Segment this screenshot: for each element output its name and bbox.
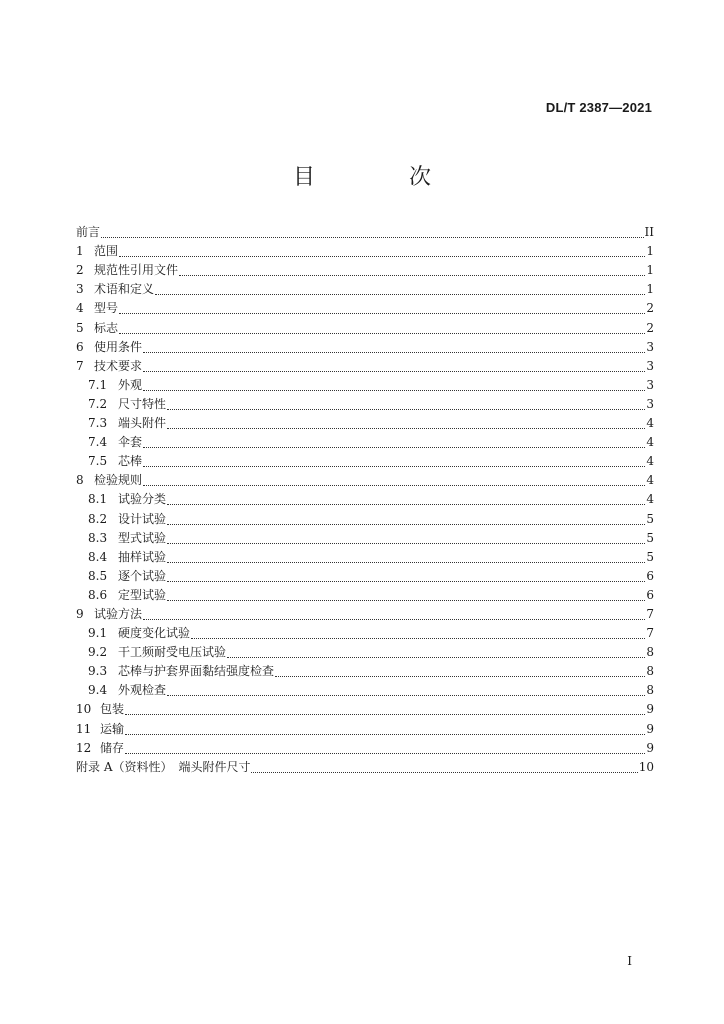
toc-entry-page: 4 [646,492,654,507]
toc-entry-label: 试验方法 [94,606,143,621]
toc-entry[interactable] [76,280,654,299]
toc-entry-label: 规范性引用文件 [94,263,179,278]
toc-entry-number: 7.1 [88,377,108,392]
toc-entry-label: 试验分类 [118,492,167,507]
toc-entry-number: 9.2 [88,645,108,660]
toc-leader-dots [155,293,645,295]
toc-entry-page: 3 [646,396,654,411]
toc-entry-page: 1 [646,263,654,278]
toc-leader-dots [191,637,645,639]
toc-entry[interactable] [76,529,654,548]
toc-leader-dots [119,312,645,314]
toc-leader-dots [167,694,645,696]
toc-entry[interactable] [76,261,654,280]
toc-entry[interactable] [76,739,654,758]
document-code: DL/T 2387—2021 [545,100,652,115]
toc-leader-dots [119,332,645,334]
toc-entry[interactable] [76,567,654,586]
toc-entry-number: 8.4 [88,549,108,564]
toc-leader-dots [125,713,645,715]
toc-entry-number: 9.3 [88,664,108,679]
toc-entry-number: 8.2 [88,511,108,526]
toc-entry-number: 9 [76,606,84,621]
toc-entry-page: 4 [646,454,654,469]
toc-entry-label: 范围 [94,244,119,259]
toc-entry-page: 8 [646,683,654,698]
toc-leader-dots [167,523,645,525]
toc-leader-dots [101,236,644,238]
toc-entry-label: 附录 A（资料性） 端头附件尺寸 [76,759,251,774]
toc-entry[interactable] [76,490,654,509]
table-of-contents [76,223,654,777]
toc-entry-number: 7.3 [88,416,108,431]
toc-entry-label: 前言 [76,225,101,240]
toc-entry-page: 5 [646,549,654,564]
toc-entry-label: 技术要求 [94,358,143,373]
toc-title: 目 次 [292,165,467,190]
toc-entry[interactable] [76,395,654,414]
toc-entry-number: 8.1 [88,492,108,507]
toc-entry-page: 9 [646,721,654,736]
toc-entry-page: 4 [646,416,654,431]
toc-entry-page: 8 [646,664,654,679]
toc-entry-page: 1 [646,244,654,259]
toc-leader-dots [143,484,645,486]
toc-entry-label: 伞套 [118,435,143,450]
toc-entry-page: 7 [646,626,654,641]
toc-entry-number: 8.5 [88,568,108,583]
toc-leader-dots [119,255,645,257]
toc-entry-label: 使用条件 [94,339,143,354]
toc-leader-dots [179,274,645,276]
toc-entry-number: 2 [76,263,84,278]
toc-entry-number: 12 [76,740,92,755]
toc-entry-page: 3 [646,339,654,354]
toc-entry-label: 储存 [100,740,125,755]
toc-entry[interactable] [76,242,654,261]
toc-entry-label: 芯棒 [118,454,143,469]
toc-entry-number: 10 [76,702,92,717]
toc-entry-number: 9.1 [88,626,108,641]
toc-leader-dots [275,675,645,677]
toc-entry-label: 术语和定义 [94,282,155,297]
toc-leader-dots [125,733,645,735]
toc-entry-page: 5 [646,511,654,526]
toc-entry-number: 4 [76,301,84,316]
toc-entry-page: 1 [646,282,654,297]
toc-entry-label: 硬度变化试验 [118,626,191,641]
toc-entry[interactable] [76,643,654,662]
toc-entry-label: 运输 [100,721,125,736]
toc-entry[interactable] [76,758,654,777]
toc-entry-label: 型式试验 [118,530,167,545]
toc-entry[interactable] [76,357,654,376]
toc-leader-dots [167,408,645,410]
toc-entry-label: 型号 [94,301,119,316]
toc-leader-dots [143,370,645,372]
toc-entry-label: 逐个试验 [118,568,167,583]
toc-entry-page: 2 [646,320,654,335]
toc-entry-page: 3 [646,358,654,373]
toc-entry-page: 9 [646,702,654,717]
toc-entry-number: 7.2 [88,396,108,411]
page-number: I [627,954,632,968]
toc-entry[interactable] [76,605,654,624]
toc-entry-number: 7.5 [88,454,108,469]
toc-entry-number: 9.4 [88,683,108,698]
toc-entry-label: 检验规则 [94,473,143,488]
toc-entry-label: 设计试验 [118,511,167,526]
toc-entry-label: 定型试验 [118,587,167,602]
toc-entry-label: 包装 [100,702,125,717]
toc-leader-dots [167,427,645,429]
toc-leader-dots [251,771,637,773]
toc-entry-label: 抽样试验 [118,549,167,564]
toc-entry-page: 7 [646,606,654,621]
toc-entry[interactable] [76,719,654,738]
toc-entry-number: 8.6 [88,587,108,602]
toc-entry-label: 芯棒与护套界面黏结强度检查 [118,664,275,679]
toc-entry-page: 2 [646,301,654,316]
toc-entry-label: 标志 [94,320,119,335]
toc-entry-page: 4 [646,435,654,450]
toc-leader-dots [167,580,645,582]
toc-entry[interactable] [76,681,654,700]
toc-entry-label: 外观 [118,377,143,392]
toc-entry[interactable] [76,700,654,719]
toc-entry[interactable] [76,318,654,337]
toc-entry-page: 8 [646,645,654,660]
toc-entry-number: 6 [76,339,84,354]
toc-entry-page: 6 [646,568,654,583]
toc-entry[interactable] [76,433,654,452]
toc-entry-label: 干工频耐受电压试验 [118,645,227,660]
toc-entry-page: 4 [646,473,654,488]
toc-entry-page: 6 [646,587,654,602]
toc-leader-dots [167,542,645,544]
toc-entry-number: 1 [76,244,84,259]
toc-leader-dots [227,656,645,658]
toc-leader-dots [167,503,645,505]
toc-entry[interactable] [76,471,654,490]
toc-entry-number: 11 [76,721,92,736]
toc-entry-number: 3 [76,282,84,297]
toc-leader-dots [143,465,645,467]
toc-entry[interactable] [76,662,654,681]
toc-entry-number: 7.4 [88,435,108,450]
toc-entry[interactable] [76,223,654,242]
toc-entry-label: 外观检查 [118,683,167,698]
toc-entry-label: 尺寸特性 [118,396,167,411]
toc-entry-page: 10 [638,759,654,774]
toc-entry-number: 8.3 [88,530,108,545]
toc-leader-dots [167,561,645,563]
toc-entry[interactable] [76,414,654,433]
toc-entry[interactable] [76,624,654,643]
toc-entry[interactable] [76,586,654,605]
toc-entry[interactable] [76,299,654,318]
toc-leader-dots [143,389,645,391]
toc-entry-page: 5 [646,530,654,545]
toc-entry[interactable] [76,548,654,567]
toc-entry-page: II [644,225,654,240]
toc-entry[interactable] [76,376,654,395]
toc-entry-number: 5 [76,320,84,335]
toc-entry[interactable] [76,452,654,471]
toc-leader-dots [143,618,645,620]
toc-entry-number: 7 [76,358,84,373]
toc-entry-page: 3 [646,377,654,392]
toc-entry-page: 9 [646,740,654,755]
toc-entry-label: 端头附件 [118,416,167,431]
toc-entry[interactable] [76,338,654,357]
toc-leader-dots [125,752,645,754]
toc-leader-dots [143,446,645,448]
toc-entry[interactable] [76,509,654,528]
toc-entry-number: 8 [76,473,84,488]
toc-leader-dots [143,351,645,353]
toc-leader-dots [167,599,645,601]
